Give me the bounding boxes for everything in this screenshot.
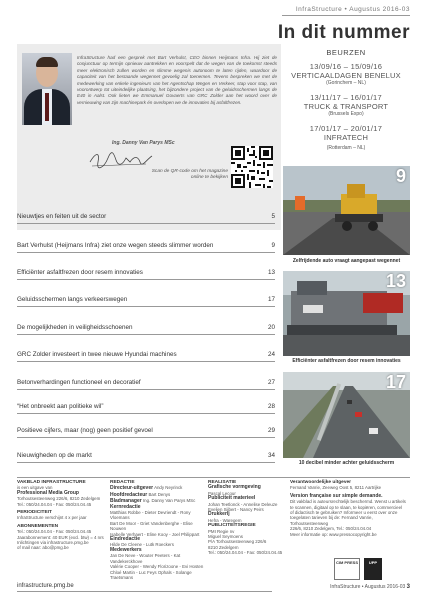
cim-logo: CIM PRESS: [334, 558, 360, 580]
certification-logos: [334, 558, 382, 580]
editorial-text: InfraStructure had een gesprek met Bart Verhulst, CEO binnen Heijmans Infra. Hij ziet de conjunctuur op termijn opnieuw aantrekken en voorspelt dat de wegen van de toekomst steeds meer elektronisch zullen worden en slimme wegenis autonoom te laten rijden, waardoor de capaciteit van het bestaande wegennet gevoelig zal toenemen. Tevens bespreken we met de medewerking van enkele ingenieurs van het Agentschap Wegen en Verkeer, stap voor stap, van voorontwerp tot uiteindelijke plaatsing, het bijzondere project van de geluidsschermen langs de E40 in Aalst. Ook lieten we Emmanuel Govaerts van GRC Zolder aan het woord over de vernieuwing van zijn machinepark én overlopen we de innovaties bij asfaltfrezen.: [77, 55, 277, 105]
colophon-legal: Verantwoordelijke uitgever Fernand Vanrie, Zeeweg Oost 5, 8211 Aartrijke Version française sur simple demande. Dit vakblad is auteursrechtelijk beschermd. Wenst u artikels te scannen, digitaal op te slaan, te kopiëren, commercieel of didactisch te gebruiken? Informeer u eerst over onze toegelaten tarieven bij de: Fernand Vanrie, Torhoutsesteenweg 226/6, 8210 Zedelgem, Tel.: 050/24.04.04 Meer informatie op: www.pressocopyright.be: [290, 480, 406, 537]
event-item: 13/09/16 – 15/09/16 VERTICAALDAGEN BENELUX (Gorinchem – NL): [291, 62, 401, 86]
toc-item[interactable]: “Het onbreekt aan politieke wil” 28: [17, 397, 275, 414]
event-item: 17/01/17 – 20/01/17 INFRATECH: [309, 124, 383, 142]
image-page-number: 9: [395, 166, 406, 186]
footer-rule: [17, 591, 272, 592]
toc-item[interactable]: Bart Verhulst (Heijmans Infra) ziet onze wegen steeds slimmer worden 9: [17, 236, 275, 253]
website-link[interactable]: infrastructure.pmg.be: [17, 583, 74, 589]
colophon-publisher: VAKBLAD INFRASTRUCTURE is een uitgave van Professional Media Group Torhoutsesteenweg 226/6, 8210 Zedelgem Tel.: 050/24.04.04 - Fax: 050/24.04.45 PERIODICITEIT InfraStructure verschijnt 4 x per jaar ABONNEMENTEN Tel.: 050/24.04.04 - Fax: 050/24.04.45 Jaarabonnement: 40 EUR (excl. btw) = 4 nrs Inlichtingen via infrastructure.pmg.be of mail naar: abo@pmg.be: [17, 480, 104, 551]
image-caption: Efficiënter asfaltfrezen door resem innovaties: [292, 358, 401, 364]
colophon-editorial: REDACTIE Directeur-uitgever Andy Neyrinck Hoofdredacteur Bart Denys Bladmanager Ing. Danny Van Parys MSc Kernredactie Matthias Robbe - Dieter Devriendt - Rony Vloemans Bart De Moor - Griet Vandenberghe - Elise Nouwen Isabelle Verhaert - Eline Kooy - Joel Philippart Eindredactie Hilde De Cleene - Lutk Roeckers Medewerkers Jan De Neve - Wouter Peeters - Kat Vandekerckhove Valérie Cooper - Wendy Florizoone - Evi Hosten Chloé Martin - Luc Feys Ophals - Solange Traetsmans: [110, 480, 204, 580]
events-heading: BEURZEN: [326, 48, 366, 57]
image-page-number: 17: [385, 372, 406, 392]
qr-caption: Scan de QR-code om het magazine online te bekijken: [151, 169, 228, 180]
image-caption: 10 decibel minder achter geluidsscherm: [298, 460, 395, 466]
toc-item[interactable]: Positieve cijfers, maar (nog) geen positief gevoel 29: [17, 421, 275, 438]
signature-icon: [86, 148, 156, 172]
colophon-production: REALISATIE Grafische vormgeving Pascal Lecour Publiciteit materieel Johan Teetlonck - Annelise Deleuze Evelien Sijbert - Nancy Peirs Drukkerij Hefra - Waregem PUBLICITEITSREGIE PMI Regie nv Miguel Seymoens P/A Torhoutsesteenweg 226/6 8210 Zedelgem Tel.: 050/24.04.04 - Fax: 050/24.04.45: [208, 480, 283, 556]
toc-item[interactable]: GRC Zolder investeert in twee nieuwe Hyundai machines 24: [17, 345, 275, 362]
page-number: 3: [406, 584, 410, 590]
image-page-number: 13: [385, 271, 406, 291]
toc-item[interactable]: Efficiënter asfaltfrezen door resem innovaties 13: [17, 263, 275, 280]
colophon-rule: [17, 477, 410, 478]
event-location: (Rotterdam – NL): [326, 145, 366, 151]
upp-logo: UPP: [364, 558, 382, 580]
issue-meta: InfraStructure • Augustus 2016-03: [295, 6, 410, 13]
paver-photo: [283, 166, 410, 255]
page-title: In dit nummer: [277, 22, 410, 43]
event-item: 13/11/17 – 16/01/17 TRUCK & TRANSPORT (Brussels Expo): [303, 93, 389, 117]
image-caption: Zelfrijdende auto vraagt aangepast wegennet: [292, 258, 401, 264]
toc-item[interactable]: Betonverhardingen functioneel en decoratief 27: [17, 373, 275, 390]
editor-photo: [22, 53, 72, 125]
header-rule: [282, 15, 410, 16]
article-image[interactable]: [283, 271, 410, 356]
footer-meta: InfraStructure • Augustus 2016-03 3: [330, 584, 410, 590]
toc-item[interactable]: De mogelijkheden in veiligheidsschoenen 20: [17, 318, 275, 335]
toc-item[interactable]: Nieuwtjes en feiten uit de sector 5: [17, 207, 275, 224]
article-image[interactable]: [283, 372, 410, 458]
editorial-author: Ing. Danny Van Parys MSc: [112, 140, 175, 146]
toc-item[interactable]: Geluidsschermen langs verkeerswegen 17: [17, 290, 275, 307]
article-image[interactable]: [283, 166, 410, 255]
qr-code-icon[interactable]: [231, 146, 273, 188]
toc-item[interactable]: Nieuwigheden op de markt 34: [17, 446, 275, 463]
